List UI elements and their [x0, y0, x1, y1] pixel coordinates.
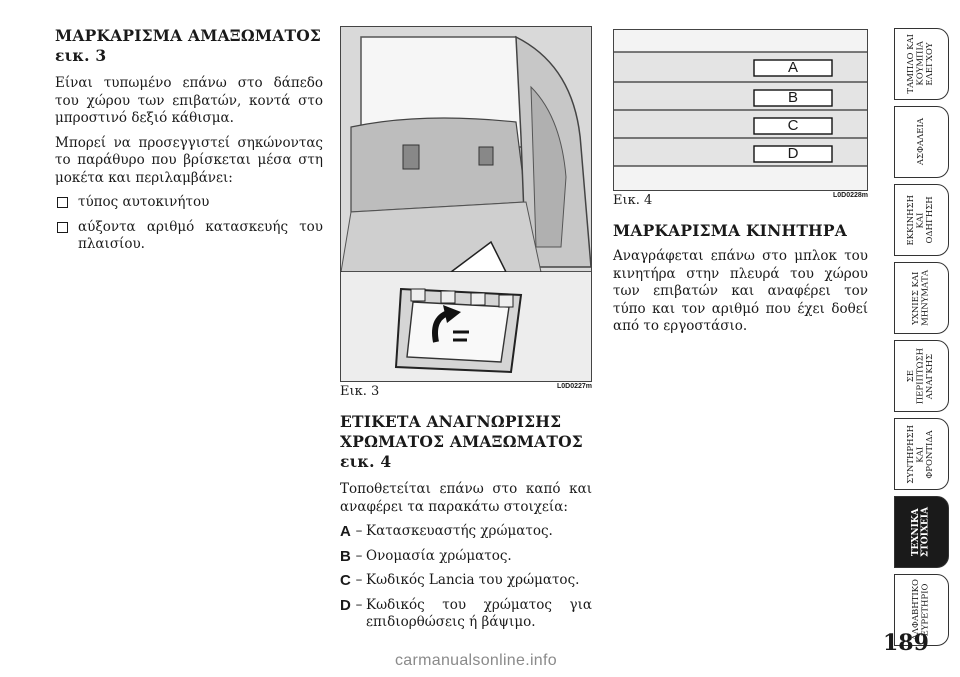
- bullet-item: τύπος αυτοκινήτου: [55, 194, 323, 212]
- figure-caption: Εικ. 3: [340, 384, 380, 399]
- section-heading-engine-marking: ΜΑΡΚΑΡΙΣΜΑ ΚΙΝΗΤΗΡΑ: [613, 221, 847, 240]
- checkbox-bullet-icon: [57, 222, 68, 233]
- bullet-item: αύξοντα αριθμό κατασκευής του πλαισίου.: [55, 219, 323, 254]
- tab-starting-driving[interactable]: ΕΚΚΙΝΗΣΗ ΚΑΙ ΟΔΗΓΗΣΗ: [894, 184, 949, 256]
- figure-code: L0D0227m: [556, 383, 592, 390]
- tab-dashboard-controls[interactable]: ΤΑΜΠΛΟ ΚΑΙ ΚΟΥΜΠΙΑ ΕΛΕΓΧΟΥ: [894, 28, 949, 100]
- tab-warning-lights[interactable]: ΥΧΝΙΕΣ ΚΑΙ ΜΗΝΥΜΑΤΑ: [894, 262, 949, 334]
- section-heading-color-label: ΧΡΩΜΑΤΟΣ ΑΜΑΞΩΜΑΤΟΣ: [340, 432, 583, 451]
- body-paragraph: Αναγράφεται επάνω στο μπλοκ του κινητήρα στην πλευρά του χώρου των επιβατών και αναφέρει τον τύπο και τον αριθμό που έχει δοθεί από το εργοστάσιο.: [613, 248, 868, 334]
- figure-4-caption-row: [613, 193, 868, 208]
- tab-emergency[interactable]: ΣΕ ΠΕΡΙΠΤΩΣΗ ΑΝΑΓΚΗΣ: [894, 340, 949, 412]
- label-letter-a: A: [787, 59, 798, 76]
- legend-item-a: A – Κατασκευαστής χρώματος.: [340, 523, 553, 540]
- body-paragraph: Τοποθετείται επάνω στο καπό και αναφέρει τα παρακάτω στοιχεία:: [340, 481, 592, 515]
- section-heading-figure-ref: εικ. 4: [340, 452, 392, 471]
- label-letter-c: C: [787, 117, 799, 134]
- legend-item-c: C – Κωδικός Lancia του χρώματος.: [340, 572, 580, 589]
- section-heading-figure-ref: εικ. 3: [55, 46, 107, 65]
- column-left: [55, 26, 323, 254]
- tab-safety[interactable]: ΑΣΦΑΛΕΙΑ: [894, 106, 949, 178]
- chapter-tabs: [894, 28, 949, 652]
- legend-item-d: D – Κωδικός του χρώματος για επιδιορθώσεις ή βάψιμο.: [340, 596, 592, 630]
- column-right: [613, 29, 868, 336]
- tab-index[interactable]: ΑΛΦΑΒΗΤΙΚΟ ΕΥΡΕΤΗΡΙΟ: [894, 574, 949, 646]
- label-letter-d: D: [787, 145, 799, 162]
- legend-item-b: B – Ονομασία χρώματος.: [340, 547, 512, 565]
- page-number: 189: [883, 630, 929, 656]
- body-paragraph: Μπορεί να προσεγγιστεί σηκώνοντας το παράθυρο που βρίσκεται μέσα στη μοκέτα και περιλαμβάνει:: [55, 134, 323, 186]
- watermark: carmanualsonline.info: [395, 652, 557, 669]
- section-heading-color-label: ΕΤΙΚΕΤΑ ΑΝΑΓΝΩΡΙΣΗΣ: [340, 412, 562, 431]
- figure-code: L0D0228m: [832, 192, 868, 199]
- car-interior-illustration: [341, 27, 592, 382]
- tab-maintenance[interactable]: ΣΥΝΤΗΡΗΣΗ ΚΑΙ ΦΡΟΝΤΙΔΑ: [894, 418, 949, 490]
- column-middle: [340, 26, 592, 632]
- tab-technical-data[interactable]: ΤΕΧΝΙΚΑ ΣΤΟΙΧΕΙΑ: [894, 496, 949, 568]
- figure-3-caption-row: [340, 384, 592, 399]
- figure-caption: Εικ. 4: [613, 193, 653, 208]
- paint-label-illustration: [614, 30, 868, 191]
- body-paragraph: Είναι τυπωμένο επάνω στο δάπεδο του χώρου των επιβατών, κοντά στο μπροστινό δεξιό κάθισμα.: [55, 75, 323, 126]
- label-letter-b: B: [787, 89, 798, 106]
- section-heading-body-marking: ΜΑΡΚΑΡΙΣΜΑ ΑΜΑΞΩΜΑΤΟΣ: [55, 26, 322, 45]
- figure-4-paint-label-image: [613, 29, 868, 191]
- figure-3-car-floor-image: [340, 26, 592, 382]
- checkbox-bullet-icon: [57, 197, 68, 208]
